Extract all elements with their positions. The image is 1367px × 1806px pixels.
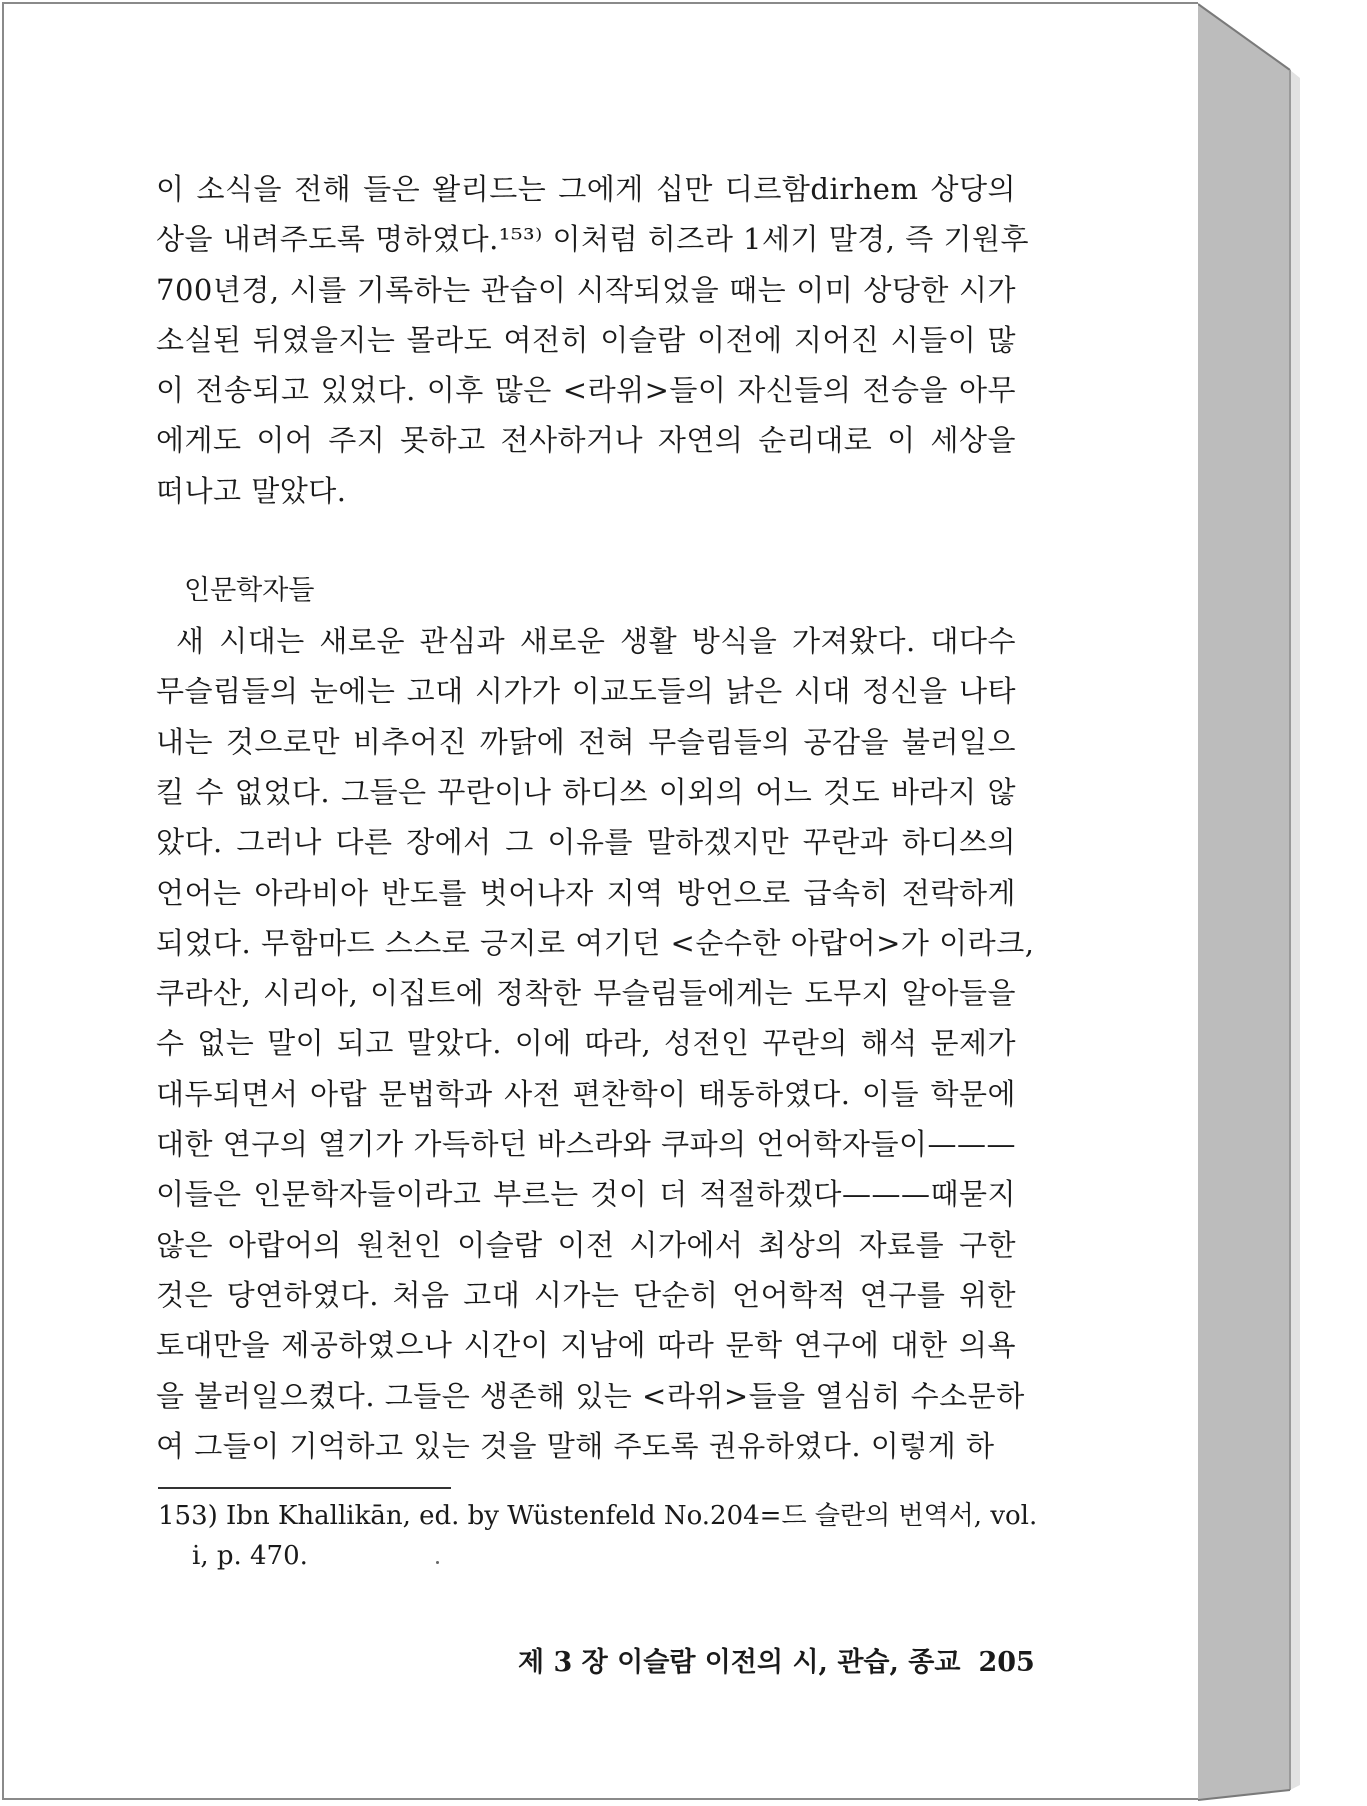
text-line: 을 불러일으켰다. 그들은 생존해 있는 <라위>들을 열심히 수소문하	[156, 1378, 1025, 1413]
text-line: 이 전송되고 있었다. 이후 많은 <라위>들이 자신들의 전승을 아무	[156, 373, 1016, 408]
footnote-divider	[158, 1487, 451, 1489]
scan-speck	[436, 1561, 439, 1564]
text-line: 이들은 인문학자들이라고 부르는 것이 더 적절하겠다———때묻지	[156, 1177, 1016, 1212]
chapter-title: 제 3 장 이슬람 이전의 시, 관습, 종교	[518, 1647, 961, 1678]
text-line: 이 소식을 전해 들은 왈리드는 그에게 십만 디르함dirhem 상당의	[156, 172, 1016, 206]
text-line: 대한 연구의 열기가 가득하던 바스라와 쿠파의 언어학자들이———	[156, 1127, 1016, 1162]
text-line: 에게도 이어 주지 못하고 전사하거나 자연의 순리대로 이 세상을	[156, 423, 1016, 458]
text-line: 상을 내려주도록 명하였다.¹⁵³⁾ 이처럼 히즈라 1세기 말경, 즉 기원후	[156, 222, 1029, 257]
text-line: 무슬림들의 눈에는 고대 시가가 이교도들의 낡은 시대 정신을 나타	[156, 674, 1016, 709]
text-line: 떠나고 말았다.	[156, 473, 347, 508]
text-line: 대두되면서 아랍 문법학과 사전 편찬학이 태동하였다. 이들 학문에	[156, 1076, 1016, 1111]
text-line: 쿠라산, 시리아, 이집트에 정착한 무슬림들에게는 도무지 알아들을	[156, 976, 1016, 1011]
page-number: 205	[978, 1647, 1035, 1678]
text-line: 않은 아랍어의 원천인 이슬람 이전 시가에서 최상의 자료를 구한	[156, 1227, 1016, 1262]
text-line: 킬 수 없었다. 그들은 꾸란이나 하디쓰 이외의 어느 것도 바라지 않	[156, 774, 1016, 809]
footnote-line: 153) Ibn Khallikān, ed. by Wüstenfeld No.204=드 슬란의 번역서, vol.	[158, 1501, 1038, 1531]
footnote-line: i, p. 470.	[192, 1541, 308, 1571]
paragraph-1	[156, 164, 1029, 516]
text-line: 여 그들이 기억하고 있는 것을 말해 주도록 권유하였다. 이렇게 하	[156, 1428, 995, 1463]
body-text	[156, 164, 1035, 1471]
running-footer	[518, 1640, 1035, 1679]
text-line: 았다. 그러나 다른 장에서 그 이유를 말하겠지만 꾸란과 하디쓰의	[156, 825, 1016, 860]
section-heading: 인문학자들	[184, 575, 315, 607]
text-line: 소실된 뒤였을지는 몰라도 여전히 이슬람 이전에 지어진 시들이 많	[156, 322, 1016, 357]
footnote	[158, 1496, 1038, 1576]
text-line: 언어는 아라비아 반도를 벗어나자 지역 방언으로 급속히 전락하게	[156, 875, 1016, 910]
text-line: 수 없는 말이 되고 말았다. 이에 따라, 성전인 꾸란의 해석 문제가	[156, 1026, 1016, 1061]
text-line: 것은 당연하였다. 처음 고대 시가는 단순히 언어학적 연구를 위한	[156, 1277, 1016, 1312]
text-line: 토대만을 제공하였으나 시간이 지남에 따라 문학 연구에 대한 의욕	[156, 1328, 1016, 1363]
text-line: 내는 것으로만 비추어진 까닭에 전혀 무슬림들의 공감을 불러일으	[156, 724, 1016, 759]
text-line: 되었다. 무함마드 스스로 긍지로 여기던 <순수한 아랍어>가 이라크,	[156, 925, 1035, 960]
text-line: 새 시대는 새로운 관심과 새로운 생활 방식을 가져왔다. 대다수	[176, 624, 1016, 659]
text-line: 700년경, 시를 기록하는 관습이 시작되었을 때는 이미 상당한 시가	[156, 272, 1016, 307]
paragraph-2	[156, 616, 1035, 1471]
